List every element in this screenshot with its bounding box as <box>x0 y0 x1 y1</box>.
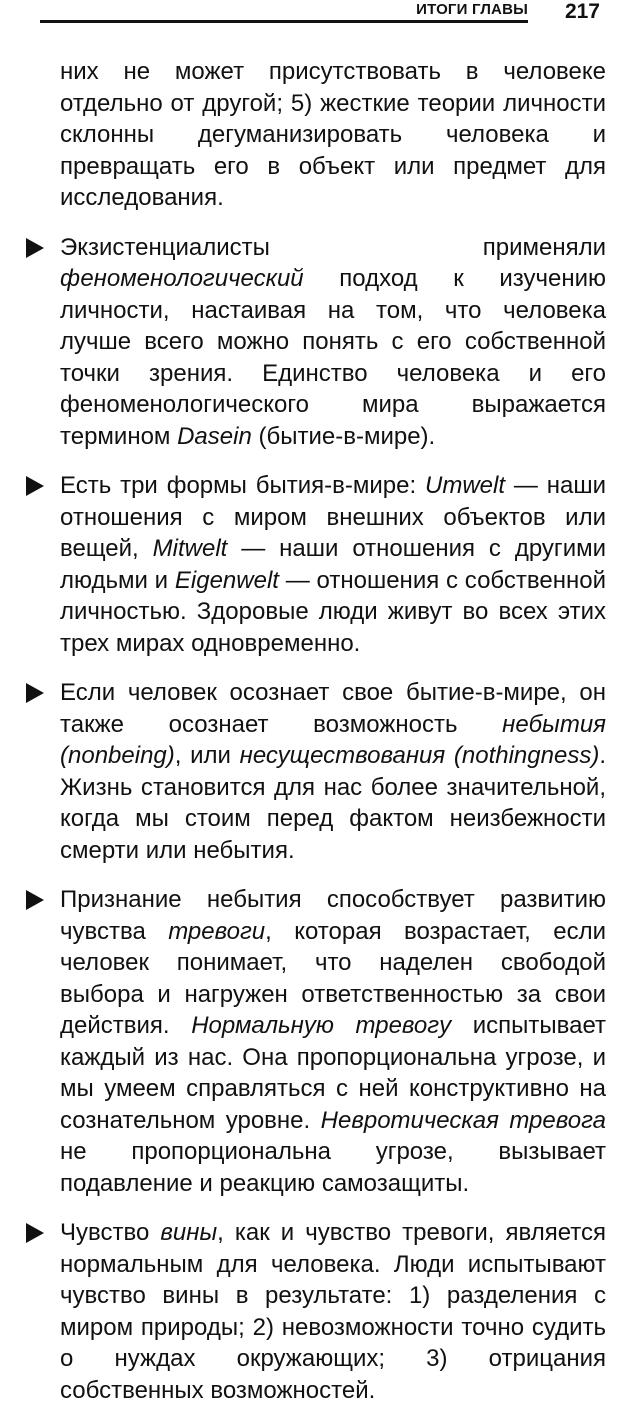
bullet-text <box>60 1217 606 1406</box>
text-segment: Чувство <box>60 1219 161 1246</box>
italic-term: Невротическая тревога <box>320 1106 607 1134</box>
text-segment: . Жизнь становится для нас более значительной, когда мы стоим перед фактом неизбежности смерти или небытия. <box>60 742 606 864</box>
running-head-section-title: ИТОГИ ГЛАВЫ <box>408 1 528 19</box>
bullet-text <box>60 884 606 1199</box>
running-head <box>30 0 600 28</box>
text-segment: Признание небытия способствует развитию чувства <box>60 886 606 945</box>
bullet-item-4 <box>22 884 606 1199</box>
lead-paragraph: них не может присутствовать в человеке отдельно от другой; 5) жесткие теории личности склонны дегуманизировать человека и превращать его в объект или предмет для исследования. <box>60 58 606 211</box>
triangle-bullet-icon <box>26 1223 44 1243</box>
italic-term: тревоги <box>168 917 266 945</box>
text-segment: , или <box>174 742 240 769</box>
text-segment: подход к изучению личности, настаивая на том, что человека лучше всего можно понять с его собственной точки зрения. Единство человека и его феноменологического мира выражается термином <box>60 265 606 450</box>
header-rule <box>40 20 528 23</box>
italic-term: Eigenwelt <box>174 566 279 594</box>
italic-term: Mitwelt <box>152 535 228 562</box>
text-segment: Есть три формы бытия-в-мире: <box>60 472 425 499</box>
text-segment: Если человек осознает свое бытие-в-мире, он также осознает возможность <box>60 679 606 738</box>
text-segment: испытывает каждый из нас. Она пропорциональна угрозе, и мы умеем справляться с ней конструктивно на сознательном уровне. <box>60 1012 606 1134</box>
italic-term: Umwelt <box>425 472 506 499</box>
bullet-text <box>60 677 606 866</box>
text-segment: — наши отношения с другими людьми и <box>60 535 606 594</box>
triangle-bullet-icon <box>26 238 44 258</box>
italic-term: феноменологический <box>60 265 304 292</box>
bullet-item-3 <box>22 677 606 866</box>
text-segment: Экзистенциалисты применяли <box>60 233 606 261</box>
italic-term: несуществования (nothingness) <box>239 742 600 769</box>
text-segment: (бытие-в-мире). <box>251 422 436 450</box>
bullet-text <box>60 232 606 453</box>
triangle-bullet-icon <box>26 890 44 910</box>
italic-term: вины <box>160 1219 218 1246</box>
text-segment: , как и чувство тревоги, является нормальным для человека. Люди испытывают чувство вины в результате: 1) разделения с миром природы; 2) невозможности точно судить о нуждах окружающих; 3) отрицания собственных возможностей. <box>60 1219 607 1404</box>
text-segment: — отношения с собственной личностью. Здоровые люди живут во всех этих трех мирах одновременно. <box>60 566 606 657</box>
triangle-bullet-icon <box>26 683 44 703</box>
bullet-text <box>60 470 606 659</box>
text-segment: не пропорциональна угрозе, вызывает подавление и реакцию самозащиты. <box>60 1138 606 1197</box>
text-segment: — наши отношения с миром внешних объектов или вещей, <box>60 472 606 562</box>
text-segment: , которая возрастает, если человек понимает, что наделен свободой выбора и нагружен ответственностью за свои действия. <box>60 917 606 1039</box>
triangle-bullet-icon <box>26 476 44 496</box>
page-content <box>22 56 606 1424</box>
italic-term: Dasein <box>177 422 252 450</box>
bullet-item-5 <box>22 1217 606 1406</box>
italic-term: Нормальную тревогу <box>191 1012 452 1039</box>
bullet-item-1 <box>22 232 606 453</box>
italic-term: небытия (nonbeing) <box>60 710 606 769</box>
bullet-item-2 <box>22 470 606 659</box>
page-number: 217 <box>564 0 600 23</box>
